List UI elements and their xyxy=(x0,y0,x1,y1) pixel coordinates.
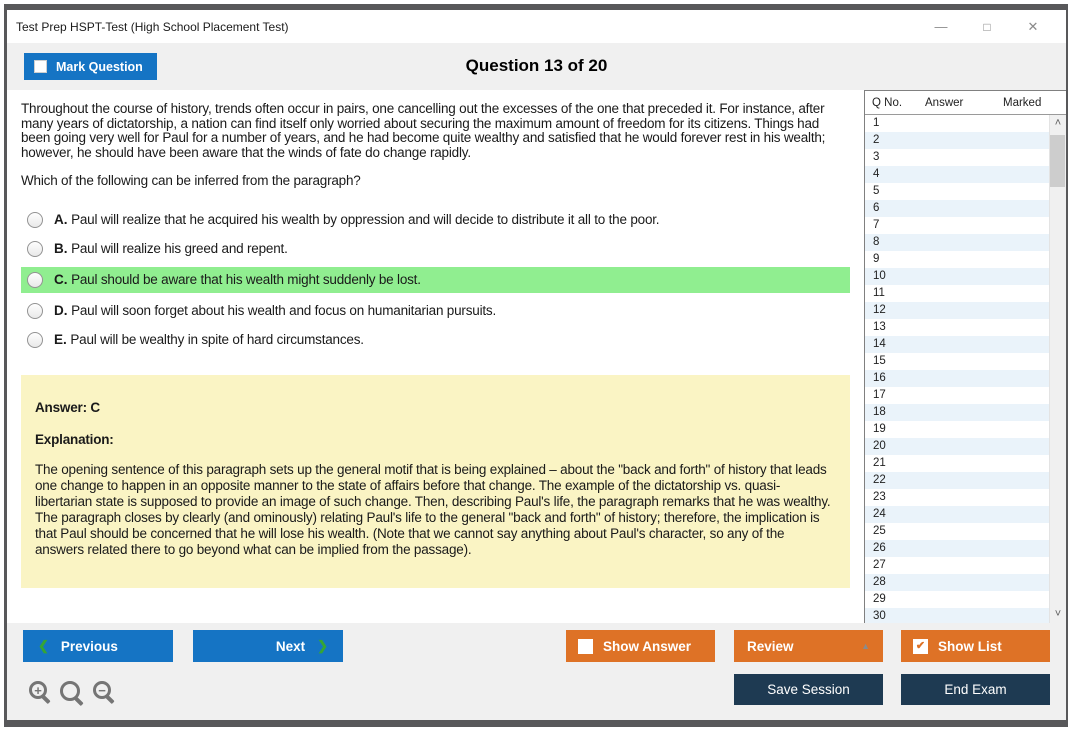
question-number: 24 xyxy=(873,508,886,520)
question-list-row[interactable] xyxy=(865,268,1049,285)
explanation-panel xyxy=(21,375,850,588)
question-list-row[interactable] xyxy=(865,472,1049,489)
question-list-row[interactable] xyxy=(865,115,1049,132)
question-number: 18 xyxy=(873,406,886,418)
question-list-row[interactable] xyxy=(865,183,1049,200)
question-paragraph: Throughout the course of history, trends often occur in pairs, one cancelling out the excesses of the one that preceded it. For instance, after many years of dictatorship, a nation can find itself only worried about securing the maximum amount of freedom for its citizens. Things had been going very well for Paul for a number of years, and he had become quite wealthy and satisfied that he would forever rest in his wealth; however, he should have been aware that the winds of fate do change rapidly. xyxy=(21,101,826,160)
end-exam-button[interactable] xyxy=(901,674,1050,705)
question-list-row[interactable] xyxy=(865,166,1049,183)
question-list-row[interactable] xyxy=(865,370,1049,387)
save-session-button[interactable] xyxy=(734,674,883,705)
question-number: 2 xyxy=(873,134,880,146)
question-list-row[interactable] xyxy=(865,132,1049,149)
option-text: D. Paul will soon forget about his wealth and focus on humanitarian pursuits. xyxy=(54,303,497,318)
chevron-left-icon: ❮ xyxy=(38,638,49,653)
question-number: 29 xyxy=(873,593,886,605)
mark-question-label: Mark Question xyxy=(56,59,143,74)
previous-button[interactable] xyxy=(23,630,173,662)
question-number: 10 xyxy=(873,270,886,282)
question-number: 12 xyxy=(873,304,886,316)
question-number: 21 xyxy=(873,457,886,469)
question-list-row[interactable] xyxy=(865,319,1049,336)
question-number: 9 xyxy=(873,253,880,265)
header-strip xyxy=(7,43,1066,90)
question-number: 22 xyxy=(873,474,886,486)
option-e[interactable] xyxy=(21,329,850,351)
option-text: A. Paul will realize that he acquired his wealth by oppression and will decide to distribute it all to the poor. xyxy=(54,212,660,227)
question-list xyxy=(865,115,1049,623)
question-number: 11 xyxy=(873,287,885,299)
question-list-row[interactable] xyxy=(865,149,1049,166)
answer-line: Answer: C xyxy=(35,399,100,415)
question-number: 20 xyxy=(873,440,886,452)
radio-button[interactable] xyxy=(27,212,43,228)
question-list-row[interactable] xyxy=(865,455,1049,472)
next-label: Next xyxy=(275,638,306,654)
zoom-out-icon[interactable]: − xyxy=(93,681,111,699)
question-number: 19 xyxy=(873,423,886,435)
option-b[interactable] xyxy=(21,238,850,260)
close-icon[interactable]: ✕ xyxy=(1027,18,1039,34)
main-area xyxy=(7,90,1066,623)
review-button[interactable] xyxy=(734,630,883,662)
column-qno: Q No. xyxy=(872,96,903,109)
question-list-row[interactable] xyxy=(865,251,1049,268)
question-list-row[interactable] xyxy=(865,591,1049,608)
footer-bar xyxy=(7,623,1066,720)
show-answer-label: Show Answer xyxy=(603,638,692,654)
question-list-row[interactable] xyxy=(865,557,1049,574)
radio-button[interactable] xyxy=(27,332,43,348)
question-list-header xyxy=(865,91,1066,115)
question-number: 17 xyxy=(873,389,886,401)
question-counter: Question 13 of 20 xyxy=(465,56,608,75)
option-a[interactable] xyxy=(21,209,850,231)
question-number: 27 xyxy=(873,559,886,571)
scroll-down-icon[interactable]: ˅ xyxy=(1054,608,1062,620)
column-answer: Answer xyxy=(925,96,964,109)
question-pane xyxy=(7,90,864,623)
question-number: 14 xyxy=(873,338,886,350)
title-bar xyxy=(7,10,1066,43)
question-number: 15 xyxy=(873,355,886,367)
maximize-icon[interactable]: □ xyxy=(983,19,991,34)
chevron-right-icon: ❯ xyxy=(317,638,328,653)
chevron-up-icon: ▲ xyxy=(861,641,870,651)
question-list-row[interactable] xyxy=(865,574,1049,591)
question-list-panel xyxy=(864,90,1066,623)
save-session-label: Save Session xyxy=(767,682,850,697)
radio-button[interactable] xyxy=(27,241,43,257)
question-list-row[interactable] xyxy=(865,438,1049,455)
zoom-in-icon[interactable]: + xyxy=(29,681,47,699)
question-number: 16 xyxy=(873,372,886,384)
show-list-button[interactable] xyxy=(901,630,1050,662)
window-title: Test Prep HSPT-Test (High School Placement Test) xyxy=(16,19,289,34)
question-list-row[interactable] xyxy=(865,353,1049,370)
show-list-label: Show List xyxy=(938,638,1002,654)
question-number: 5 xyxy=(873,185,880,197)
question-list-row[interactable] xyxy=(865,523,1049,540)
minimize-icon[interactable]: — xyxy=(934,19,948,34)
show-answer-checkbox[interactable] xyxy=(578,639,593,654)
option-c[interactable] xyxy=(21,267,850,293)
zoom-tools xyxy=(29,681,111,701)
previous-label: Previous xyxy=(60,638,118,654)
show-list-checkbox[interactable]: ✔ xyxy=(913,639,928,654)
question-number: 13 xyxy=(873,321,886,333)
scroll-up-icon[interactable]: ˄ xyxy=(1054,117,1062,129)
end-exam-label: End Exam xyxy=(944,682,1007,697)
question-number: 25 xyxy=(873,525,886,537)
question-number: 7 xyxy=(873,219,880,231)
radio-button[interactable] xyxy=(27,303,43,319)
column-marked: Marked xyxy=(1003,96,1042,109)
radio-button[interactable] xyxy=(27,272,43,288)
scrollbar[interactable] xyxy=(1049,115,1066,623)
next-button[interactable] xyxy=(193,630,343,662)
question-number: 1 xyxy=(873,117,880,129)
question-list-body xyxy=(865,115,1066,623)
option-text: C. Paul should be aware that his wealth might suddenly be lost. xyxy=(54,272,421,287)
option-text: B. Paul will realize his greed and repent. xyxy=(54,241,288,256)
app-window xyxy=(4,4,1068,727)
question-list-row[interactable] xyxy=(865,217,1049,234)
question-list-row[interactable] xyxy=(865,234,1049,251)
question-number: 26 xyxy=(873,542,886,554)
question-list-row[interactable] xyxy=(865,285,1049,302)
option-text: E. Paul will be wealthy in spite of hard circumstances. xyxy=(54,332,364,347)
explanation-heading: Explanation: xyxy=(35,431,114,447)
magnifier-icon[interactable] xyxy=(60,681,80,701)
question-number: 6 xyxy=(873,202,880,214)
question-number: 23 xyxy=(873,491,886,503)
scrollbar-thumb[interactable] xyxy=(1050,135,1065,187)
question-number: 4 xyxy=(873,168,880,180)
show-answer-button[interactable] xyxy=(566,630,715,662)
question-list-row[interactable] xyxy=(865,506,1049,523)
question-list-row[interactable] xyxy=(865,336,1049,353)
question-list-row[interactable] xyxy=(865,421,1049,438)
review-label: Review xyxy=(747,638,794,654)
question-number: 30 xyxy=(873,610,886,622)
question-list-row[interactable] xyxy=(865,200,1049,217)
question-list-row[interactable] xyxy=(865,387,1049,404)
question-list-row[interactable] xyxy=(865,302,1049,319)
question-number: 28 xyxy=(873,576,886,588)
question-list-row[interactable] xyxy=(865,404,1049,421)
window-controls xyxy=(918,19,1056,35)
question-prompt: Which of the following can be inferred from the paragraph? xyxy=(21,173,361,188)
options-list xyxy=(21,209,850,351)
option-d[interactable] xyxy=(21,300,850,322)
question-number: 8 xyxy=(873,236,880,248)
question-list-row[interactable] xyxy=(865,608,1049,623)
question-list-row[interactable] xyxy=(865,489,1049,506)
explanation-body: The opening sentence of this paragraph sets up the general motif that is being explained – about the "back and forth" of history that leads one change to happen in an opposite manner to the state of affairs before that change. The example of the dictatorship vs. quasi-libertarian state is supposed to provide an image of such change. Then, describing Paul's life, the paragraph remarks that he was wealthy. The paragraph closes by clearly (and ominously) relating Paul's life to the general "back and forth" of history; therefore, the implication is that Paul should be concerned that he will lose his wealth. (Note that we cannot say anything about Paul's character, so any of the answers related there to go beyond what can be implied from the passage). xyxy=(35,461,831,557)
question-number: 3 xyxy=(873,151,880,163)
question-list-row[interactable] xyxy=(865,540,1049,557)
